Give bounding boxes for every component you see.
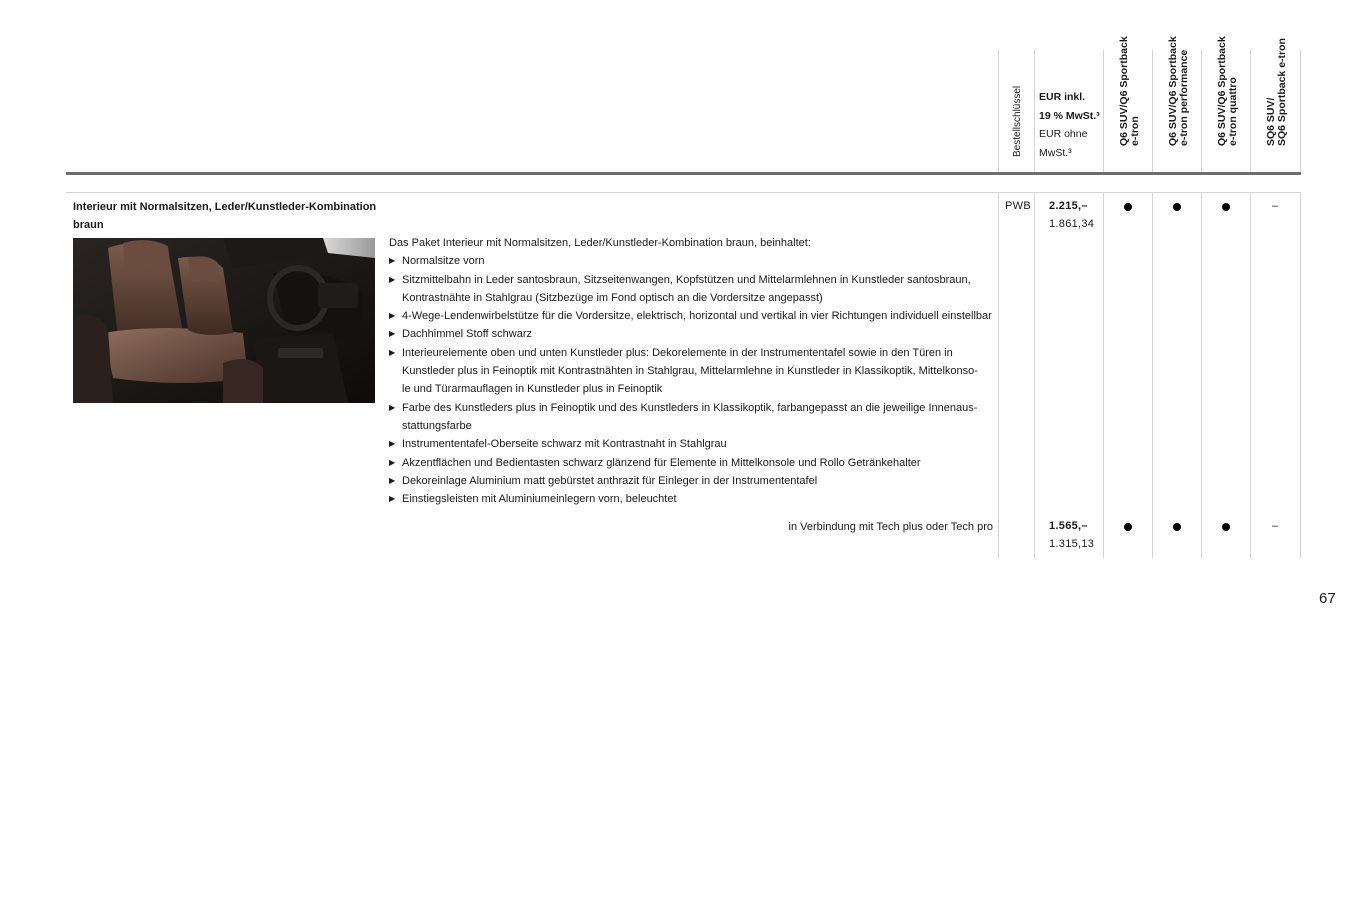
list-item: ▶ Dachhimmel Stoff schwarz bbox=[389, 325, 994, 343]
order-code: PWB bbox=[1005, 200, 1031, 212]
bullet-arrow-icon: ▶ bbox=[389, 402, 396, 412]
price-incl-label-2: 19 % MwSt.³ bbox=[1039, 109, 1100, 122]
model-1-line1: Q6 SUV/Q6 Sportback bbox=[1118, 36, 1130, 146]
availability-dot bbox=[1222, 203, 1230, 211]
model-1-line2: e-tron bbox=[1129, 116, 1141, 146]
interior-image bbox=[73, 238, 375, 403]
header-rule bbox=[66, 172, 1301, 175]
availability-dot bbox=[1222, 523, 1230, 531]
availability-dash: – bbox=[1272, 200, 1279, 212]
bullet-arrow-icon: ▶ bbox=[389, 475, 396, 485]
model-2-line1: Q6 SUV/Q6 Sportback bbox=[1167, 36, 1179, 146]
price-excl-vat: 1.861,34 bbox=[1049, 218, 1095, 230]
availability-dash: – bbox=[1272, 520, 1279, 532]
bullet-arrow-icon: ▶ bbox=[389, 494, 396, 504]
list-item: ▶ Akzentflächen und Bedientasten schwarz glänzend für Elemente in Mittelkonsole und Rollo Getränkehalter bbox=[389, 454, 994, 472]
column-header-order-key bbox=[1004, 50, 1032, 170]
bullet-arrow-icon: ▶ bbox=[389, 439, 396, 449]
list-item: ▶ Normalsitze vorn bbox=[389, 252, 994, 270]
list-item: ▶ Farbe des Kunstleders plus in Feinoptik und des Kunstleders in Klassikoptik, farbangepasst an die jeweilige Innenaus- stattungsfarbe bbox=[389, 399, 994, 436]
column-header-model-4 bbox=[1254, 38, 1298, 170]
page-number: 67 bbox=[1319, 590, 1336, 607]
price-excl-label-2: MwSt.³ bbox=[1039, 146, 1072, 159]
bullet-arrow-icon: ▶ bbox=[389, 329, 396, 339]
model-3-line2: e-tron quattro bbox=[1227, 77, 1239, 146]
bullet-arrow-icon: ▶ bbox=[389, 457, 396, 467]
bullet-arrow-icon: ▶ bbox=[389, 311, 396, 321]
price-incl-vat: 2.215,– bbox=[1049, 200, 1088, 212]
combo-price-excl-vat: 1.315,13 bbox=[1049, 538, 1095, 550]
list-item: ▶ Dekoreinlage Aluminium matt gebürstet anthrazit für Einleger in der Instrumententafel bbox=[389, 472, 994, 490]
column-header-model-3 bbox=[1205, 36, 1249, 170]
model-4-line1: SQ6 SUV/ bbox=[1265, 97, 1277, 146]
item-title-line1: Interieur mit Normalsitzen, Leder/Kunstleder-Kombination bbox=[73, 201, 377, 213]
item-description bbox=[389, 234, 994, 508]
price-excl-label-1: EUR ohne bbox=[1039, 128, 1088, 140]
bullet-arrow-icon: ▶ bbox=[389, 347, 396, 357]
order-key-label: Bestellschlüssel bbox=[1012, 85, 1023, 157]
feature-list bbox=[389, 252, 994, 508]
description-intro: Das Paket Interieur mit Normalsitzen, Leder/Kunstleder-Kombination braun, beinhaltet: bbox=[389, 237, 811, 249]
combo-label: in Verbindung mit Tech plus oder Tech pro bbox=[788, 521, 993, 533]
availability-dot bbox=[1173, 523, 1181, 531]
list-item: ▶ Interieurelemente oben und unten Kunstleder plus: Dekorelemente in der Instrumententafel sowie in den Türen in Kunstleder plus in Feinoptik mit Kontrastnähten in Stahlgrau, Mittelarmlehne in Kunstleder in Klassikoptik, Mittelkonso- le und Türarmauflagen in Kunstleder plus in Feinoptik bbox=[389, 344, 994, 399]
availability-dot bbox=[1124, 523, 1132, 531]
bullet-arrow-icon: ▶ bbox=[389, 256, 396, 266]
price-incl-label-1: EUR inkl. bbox=[1039, 91, 1086, 103]
model-3-line1: Q6 SUV/Q6 Sportback bbox=[1216, 36, 1228, 146]
column-header-model-2 bbox=[1156, 36, 1200, 170]
column-header-price bbox=[1039, 88, 1103, 162]
model-2-line2: e-tron performance bbox=[1178, 49, 1190, 146]
model-4-line2: SQ6 Sportback e-tron bbox=[1276, 38, 1288, 146]
list-item: ▶ Einstiegsleisten mit Aluminiumeinlegern vorn, beleuchtet bbox=[389, 490, 994, 508]
column-header-model-1 bbox=[1107, 36, 1151, 170]
bullet-arrow-icon: ▶ bbox=[389, 274, 396, 284]
item-title bbox=[73, 198, 393, 234]
item-title-line2: braun bbox=[73, 219, 104, 231]
availability-dot bbox=[1124, 203, 1132, 211]
list-item: ▶ 4-Wege-Lendenwirbelstütze für die Vordersitze, elektrisch, horizontal und vertikal in vier Richtungen individuell einstellbar bbox=[389, 307, 994, 325]
combo-price-incl-vat: 1.565,– bbox=[1049, 520, 1088, 532]
list-item: ▶ Instrumententafel-Oberseite schwarz mit Kontrastnaht in Stahlgrau bbox=[389, 435, 994, 453]
list-item: ▶ Sitzmittelbahn in Leder santosbraun, Sitzseitenwangen, Kopfstützen und Mittelarmlehnen in Kunstleder santosbraun, Kontrastnähte in Stahlgrau (Sitzbezüge im Fond optisch an die Vordersitze angepasst) bbox=[389, 271, 994, 308]
availability-dot bbox=[1173, 203, 1181, 211]
